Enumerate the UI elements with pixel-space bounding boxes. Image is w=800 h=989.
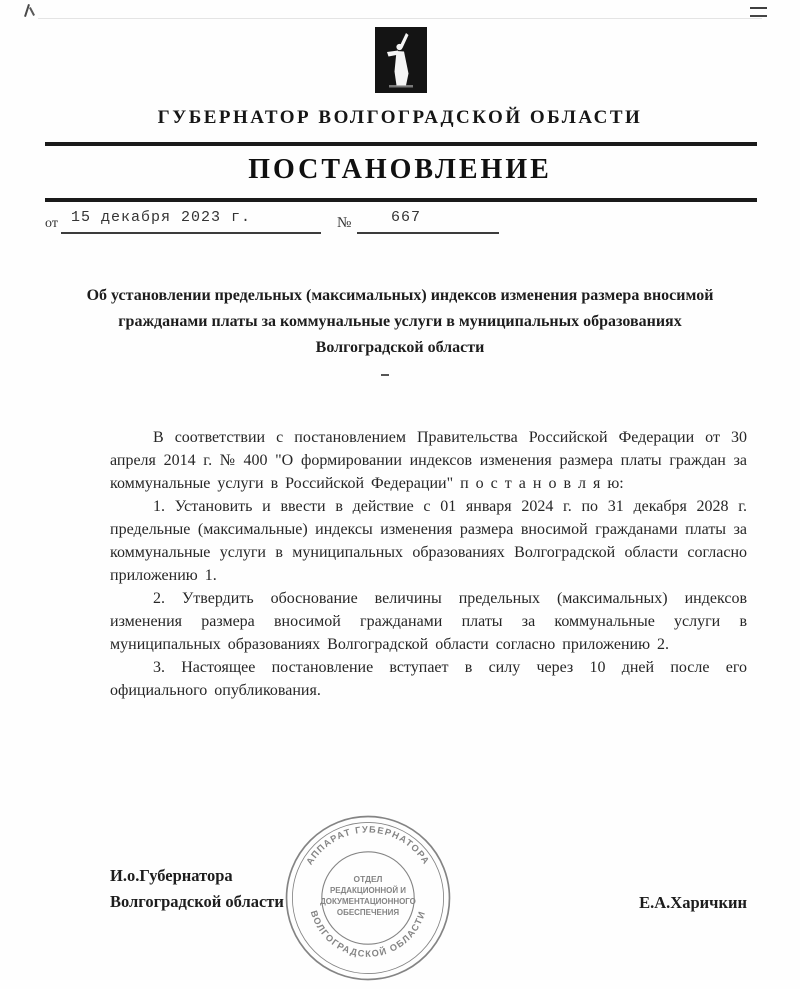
number-label: № (337, 215, 352, 231)
scan-artifact-mark-top-left (29, 7, 35, 16)
stamp-center-line: РЕДАКЦИОННОЙ И (329, 885, 407, 895)
signer-name: Е.А.Харичкин (639, 893, 747, 912)
date-value: 15 декабря 2023 г. (61, 204, 321, 234)
decree-subject: Об установлении предельных (максимальных) индексов изменения размера вносимой гражданами платы за коммунальные услуги в муниципальных образованиях Волгоградской области (86, 287, 714, 356)
stamp-center-line: ОБЕСПЕЧЕНИЯ (336, 907, 400, 917)
coat-of-arms-emblem (375, 27, 427, 93)
signer-position-line2: Волгоградской области (110, 892, 284, 911)
official-round-stamp (284, 814, 452, 982)
stamp-graphic (284, 814, 452, 982)
stamp-center-line: ОТДЕЛ (353, 874, 383, 885)
signer-position-line1: И.о.Губернатора (110, 866, 233, 885)
paragraph-preamble: В соответствии с постановлением Правительства Российской Федерации от 30 апреля 2014 г. № 400 "О формировании индексов изменения размера платы граждан за коммунальные услуги в Российской Федерации" п о с т а н о в л я ю: (110, 429, 747, 492)
paragraph-item-2: 2. Утвердить обосновaние величины предельных (максимальных) индексов изменения размера вносимой гражданами платы за коммунальные услуги в муниципальных образованиях Волгоградской области согласно приложению 2. (110, 590, 747, 653)
stamp-arc-top-text: АППАРАТ ГУБЕРНАТОРА (304, 824, 432, 867)
number-value: 667 (357, 204, 499, 234)
date-label: от (45, 216, 58, 231)
organization-name: ГУБЕРНАТОР ВОЛГОГРАДСКОЙ ОБЛАСТИ (157, 107, 643, 128)
scan-artifact-line (38, 18, 762, 19)
stamp-arc-bottom-text: ВОЛГОГРАДСКОЙ ОБЛАСТИ (308, 909, 428, 959)
scan-artifact-mark-top-right (750, 7, 767, 17)
decree-body (110, 426, 747, 702)
paragraph-item-1: 1. Установить и ввести в действие с 01 января 2024 г. по 31 декабря 2028 г. предельные (максимальные) индексы изменения размера вносимой гражданами платы за коммунальные услуги в муниципальных образованиях Волгоградской области согласно приложению 1. (110, 498, 747, 584)
horizontal-rule (45, 142, 757, 146)
motherland-statue-icon (375, 27, 427, 93)
stamp-center-line: ДОКУМЕНТАЦИОННОГО (320, 896, 416, 906)
document-type-title: ПОСТАНОВЛЕНИЕ (248, 154, 552, 185)
scan-artifact-dash (381, 374, 389, 376)
paragraph-item-3: 3. Настоящее постановление вступает в силу через 10 дней после его официального опубликования. (110, 659, 747, 699)
horizontal-rule (45, 198, 757, 202)
scan-artifact-mark-top-left (24, 4, 30, 17)
